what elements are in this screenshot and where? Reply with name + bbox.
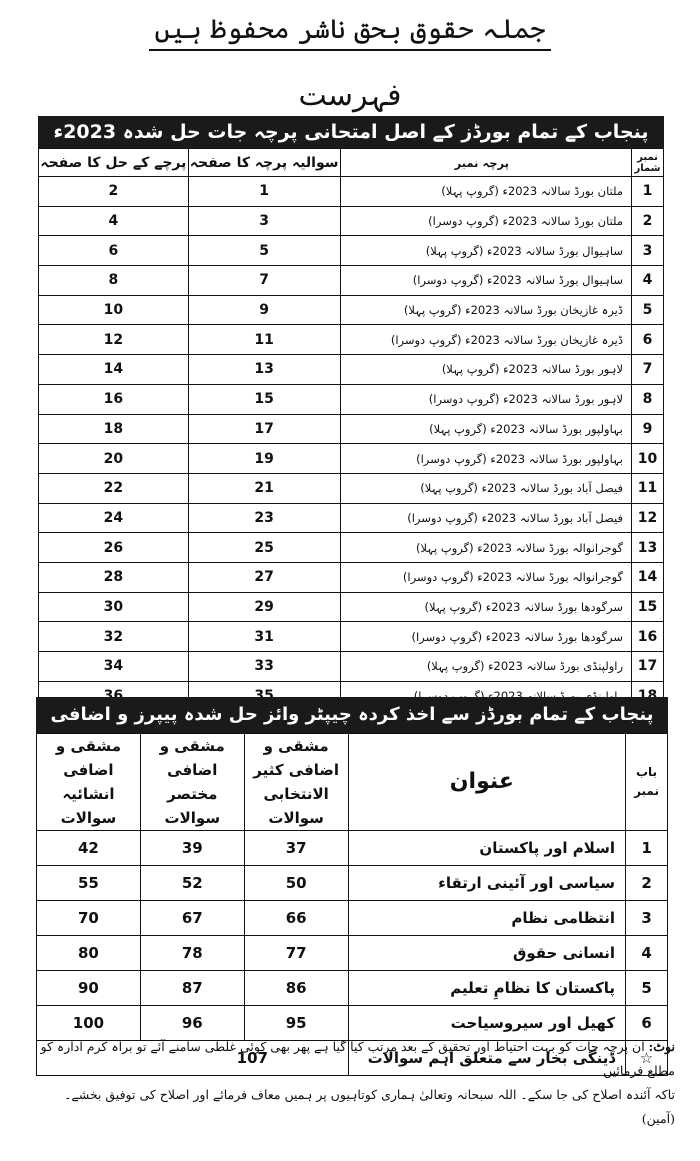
table-row [39,236,664,266]
question-page-cell: 21 [188,473,340,503]
solution-page-cell: 14 [39,355,189,385]
table-row [39,562,664,592]
question-page-cell: 3 [188,206,340,236]
long-page-cell: 55 [37,866,141,901]
long-page-cell: 80 [37,936,141,971]
chapter-title-cell: انسانی حقوق [348,936,625,971]
header-short: مشقی و اضافی مختصر سوالات [140,734,244,831]
short-page-cell: 96 [140,1006,244,1041]
papers-table [38,148,664,711]
question-page-cell: 17 [188,414,340,444]
serial-cell: 2 [632,206,664,236]
mcq-page-cell: 77 [244,936,348,971]
index-title: فہرست [298,78,402,113]
serial-cell: 16 [632,622,664,652]
note-label: نوٹ: [648,1039,675,1054]
copyright-text: جملہ حقوق بحق ناشر محفوظ ہیں [149,14,552,51]
star-icon: ☆ [626,1041,668,1076]
short-page-cell: 87 [140,971,244,1006]
long-page-cell: 70 [37,901,141,936]
question-page-cell: 9 [188,295,340,325]
table-row [39,444,664,474]
table-row [39,355,664,385]
solution-page-cell: 26 [39,533,189,563]
note-line-1 [30,1035,675,1083]
serial-cell: 1 [632,177,664,207]
short-page-cell: 39 [140,831,244,866]
chapter-title-cell: سیاسی اور آئینی ارتقاء [348,866,625,901]
solution-page-cell: 8 [39,266,189,296]
solution-page-cell: 22 [39,473,189,503]
table-row [39,266,664,296]
table-row [37,866,668,901]
solution-page-cell: 24 [39,503,189,533]
paper-name-cell: بہاولپور بورڈ سالانہ 2023ء (گروپ دوسرا) [340,444,631,474]
paper-name-cell: سرگودھا بورڈ سالانہ 2023ء (گروپ دوسرا) [340,622,631,652]
long-page-cell: 90 [37,971,141,1006]
paper-name-cell: ڈیرہ غازیخان بورڈ سالانہ 2023ء (گروپ پہلا) [340,295,631,325]
solution-page-cell: 12 [39,325,189,355]
mcq-page-cell: 50 [244,866,348,901]
serial-cell: 9 [632,414,664,444]
solution-page-cell: 34 [39,652,189,682]
paper-name-cell: ملتان بورڈ سالانہ 2023ء (گروپ دوسرا) [340,206,631,236]
chapter-title-cell: کھیل اور سیروسیاحت [348,1006,625,1041]
header-solution-page: پرچے کے حل کا صفحہ [39,149,189,177]
question-page-cell: 15 [188,384,340,414]
table-row [39,206,664,236]
solution-page-cell: 4 [39,206,189,236]
table-row [39,414,664,444]
serial-cell: 7 [632,355,664,385]
serial-cell: 8 [632,384,664,414]
paper-name-cell: ساہیوال بورڈ سالانہ 2023ء (گروپ دوسرا) [340,266,631,296]
serial-cell: 3 [632,236,664,266]
header-chapter: باب نمبر [626,734,668,831]
chapter-number-cell: 2 [626,866,668,901]
question-page-cell: 33 [188,652,340,682]
solution-page-cell: 32 [39,622,189,652]
table-row [39,177,664,207]
table-row [37,901,668,936]
header-long: مشقی و اضافی انشائیہ سوالات [37,734,141,831]
serial-cell: 11 [632,473,664,503]
serial-cell: 17 [632,652,664,682]
header-question-page: سوالیہ پرچہ کا صفحہ [188,149,340,177]
short-page-cell: 67 [140,901,244,936]
long-page-cell: 42 [37,831,141,866]
note-text-2: تاکہ آئندہ اصلاح کی جا سکے۔ اللہ سبحانہ وتعالیٰ ہماری کوتاہیوں پر ہمیں معاف فرمائے اور اصلاح کی توفیق بخشے۔ (آمین) [64,1087,675,1126]
table-row [39,592,664,622]
chapter-title-cell: اسلام اور پاکستان [348,831,625,866]
question-page-cell: 27 [188,562,340,592]
paper-name-cell: ملتان بورڈ سالانہ 2023ء (گروپ پہلا) [340,177,631,207]
paper-name-cell: ڈیرہ غازیخان بورڈ سالانہ 2023ء (گروپ دوسرا) [340,325,631,355]
papers-table-body [39,177,664,711]
solution-page-cell: 16 [39,384,189,414]
chapter-number-cell: 1 [626,831,668,866]
solution-page-cell: 28 [39,562,189,592]
header-title: عنوان [348,734,625,831]
table-row [39,503,664,533]
serial-cell: 5 [632,295,664,325]
chapter-number-cell: 3 [626,901,668,936]
paper-name-cell: فیصل آباد بورڈ سالانہ 2023ء (گروپ دوسرا) [340,503,631,533]
mcq-page-cell: 86 [244,971,348,1006]
question-page-cell: 31 [188,622,340,652]
copyright-notice [0,14,700,51]
question-page-cell: 29 [188,592,340,622]
paper-name-cell: گوجرانوالہ بورڈ سالانہ 2023ء (گروپ دوسرا) [340,562,631,592]
table-row [39,325,664,355]
header-paper: پرچہ نمبر [340,149,631,177]
table-row [37,831,668,866]
question-page-cell: 11 [188,325,340,355]
mcq-page-cell: 66 [244,901,348,936]
serial-cell: 15 [632,592,664,622]
long-page-cell: 100 [37,1006,141,1041]
note-line-2 [30,1083,675,1131]
paper-name-cell: راولپنڈی بورڈ سالانہ 2023ء (گروپ پہلا) [340,652,631,682]
section2-banner: پنجاب کے تمام بورڈز سے اخذ کردہ چیپٹر وائز حل شدہ پیپرز و اضافی سوالات [36,697,668,733]
chapter-number-cell: 4 [626,936,668,971]
serial-cell: 12 [632,503,664,533]
serial-cell: 13 [632,533,664,563]
short-page-cell: 78 [140,936,244,971]
short-page-cell: 52 [140,866,244,901]
question-page-cell: 5 [188,236,340,266]
footer-note [30,1035,675,1131]
paper-name-cell: ساہیوال بورڈ سالانہ 2023ء (گروپ پہلا) [340,236,631,266]
solution-page-cell: 2 [39,177,189,207]
serial-cell: 14 [632,562,664,592]
table-row [39,652,664,682]
chapters-table-body [37,831,668,1041]
table-row [37,936,668,971]
serial-cell: 10 [632,444,664,474]
question-page-cell: 7 [188,266,340,296]
chapter-title-cell: انتظامی نظام [348,901,625,936]
paper-name-cell: گوجرانوالہ بورڈ سالانہ 2023ء (گروپ پہلا) [340,533,631,563]
chapters-header-row [37,734,668,831]
serial-cell: 6 [632,325,664,355]
table-row [39,384,664,414]
question-page-cell: 19 [188,444,340,474]
serial-cell: 4 [632,266,664,296]
paper-name-cell: لاہور بورڈ سالانہ 2023ء (گروپ پہلا) [340,355,631,385]
question-page-cell: 13 [188,355,340,385]
section1-banner: پنجاب کے تمام بورڈز کے اصل امتحانی پرچہ جات حل شدہ 2023ء [38,116,664,148]
table-row [39,533,664,563]
dengue-title: ڈینگی بخار سے متعلق اہم سوالات [348,1041,625,1076]
solution-page-cell: 20 [39,444,189,474]
header-serial: نمبر شمار [632,149,664,177]
papers-header-row [39,149,664,177]
solution-page-cell: 10 [39,295,189,325]
table-row [37,971,668,1006]
solution-page-cell: 18 [39,414,189,444]
paper-name-cell: بہاولپور بورڈ سالانہ 2023ء (گروپ پہلا) [340,414,631,444]
question-page-cell: 23 [188,503,340,533]
table-row [39,295,664,325]
solution-page-cell: 6 [39,236,189,266]
paper-name-cell: فیصل آباد بورڈ سالانہ 2023ء (گروپ پہلا) [340,473,631,503]
note-text-1: ان پرچہ جات کو بہت احتیاط اور تحقیق کے بعد مرتب کیا گیا ہے پھر بھی کوئی غلطی سامنے آئے تو براہ کرم ادارہ کو مطلع فرمائیں [40,1039,675,1078]
dengue-page: 107 [37,1041,349,1076]
question-page-cell: 1 [188,177,340,207]
table-row [39,622,664,652]
paper-name-cell: سرگودھا بورڈ سالانہ 2023ء (گروپ پہلا) [340,592,631,622]
solution-page-cell: 30 [39,592,189,622]
mcq-page-cell: 95 [244,1006,348,1041]
header-mcq: مشقی و اضافی کثیر الانتخابی سوالات [244,734,348,831]
table-row [39,473,664,503]
chapters-table [36,733,668,1076]
chapter-title-cell: پاکستان کا نظامِ تعلیم [348,971,625,1006]
chapter-number-cell: 5 [626,971,668,1006]
chapter-number-cell: 6 [626,1006,668,1041]
question-page-cell: 25 [188,533,340,563]
paper-name-cell: لاہور بورڈ سالانہ 2023ء (گروپ دوسرا) [340,384,631,414]
mcq-page-cell: 37 [244,831,348,866]
